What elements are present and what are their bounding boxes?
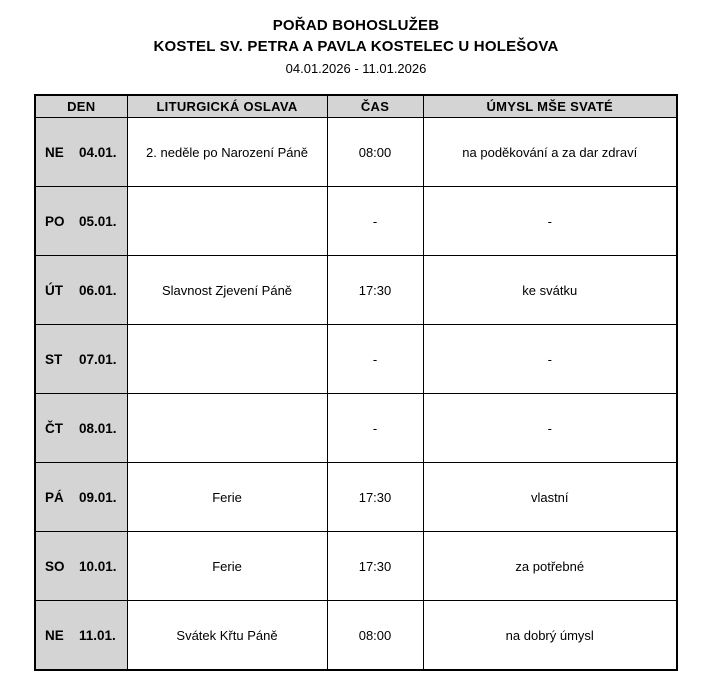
column-header-day: DEN — [35, 95, 127, 118]
document-header — [0, 0, 712, 79]
table-row — [35, 601, 677, 671]
cell-intention: na poděkování a za dar zdraví — [423, 118, 677, 187]
table-head — [35, 95, 677, 118]
day-inner — [45, 628, 116, 643]
cell-day — [35, 463, 127, 532]
cell-intention: ke svátku — [423, 256, 677, 325]
day-abbr: PÁ — [45, 489, 64, 505]
table-row — [35, 463, 677, 532]
day-date: 09.01. — [79, 489, 117, 505]
cell-time: 08:00 — [327, 118, 423, 187]
day-date: 11.01. — [79, 627, 116, 643]
day-date: 05.01. — [79, 213, 117, 229]
cell-day — [35, 532, 127, 601]
column-header-celebration: LITURGICKÁ OSLAVA — [127, 95, 327, 118]
table-row — [35, 325, 677, 394]
cell-time: 17:30 — [327, 532, 423, 601]
schedule-table-wrapper — [34, 94, 678, 671]
cell-celebration — [127, 394, 327, 463]
cell-celebration: Slavnost Zjevení Páně — [127, 256, 327, 325]
cell-time: 08:00 — [327, 601, 423, 671]
cell-celebration: 2. neděle po Narození Páně — [127, 118, 327, 187]
column-header-time: ČAS — [327, 95, 423, 118]
cell-time: 17:30 — [327, 256, 423, 325]
header-subtitle: KOSTEL SV. PETRA A PAVLA KOSTELEC U HOLEŠOVA — [153, 38, 559, 55]
day-inner — [45, 352, 117, 367]
column-header-intention: ÚMYSL MŠE SVATÉ — [423, 95, 677, 118]
schedule-table — [34, 94, 678, 671]
cell-celebration: Ferie — [127, 463, 327, 532]
cell-intention: na dobrý úmysl — [423, 601, 677, 671]
table-body — [35, 118, 677, 671]
day-inner — [45, 559, 117, 574]
cell-day — [35, 118, 127, 187]
cell-intention: - — [423, 394, 677, 463]
header-title: POŘAD BOHOSLUŽEB — [272, 17, 440, 34]
cell-day — [35, 256, 127, 325]
cell-celebration: Ferie — [127, 532, 327, 601]
day-date: 04.01. — [79, 144, 117, 160]
day-date: 07.01. — [79, 351, 117, 367]
day-inner — [45, 490, 117, 505]
table-row — [35, 532, 677, 601]
cell-celebration — [127, 325, 327, 394]
day-inner — [45, 214, 117, 229]
cell-time: - — [327, 394, 423, 463]
cell-time: 17:30 — [327, 463, 423, 532]
day-abbr: ST — [45, 351, 63, 367]
cell-day — [35, 601, 127, 671]
day-abbr: ÚT — [45, 282, 63, 298]
table-row — [35, 187, 677, 256]
cell-day — [35, 394, 127, 463]
day-inner — [45, 283, 117, 298]
day-abbr: NE — [45, 627, 64, 643]
day-date: 06.01. — [79, 282, 117, 298]
cell-celebration: Svátek Křtu Páně — [127, 601, 327, 671]
table-row — [35, 118, 677, 187]
table-row — [35, 256, 677, 325]
cell-intention: - — [423, 187, 677, 256]
day-abbr: SO — [45, 558, 65, 574]
cell-intention: za potřebné — [423, 532, 677, 601]
day-inner — [45, 145, 117, 160]
cell-intention: vlastní — [423, 463, 677, 532]
table-header-row — [35, 95, 677, 118]
header-date-range: 04.01.2026 - 11.01.2026 — [285, 61, 427, 76]
day-inner — [45, 421, 117, 436]
day-date: 10.01. — [79, 558, 117, 574]
day-abbr: ČT — [45, 420, 63, 436]
cell-time: - — [327, 325, 423, 394]
day-abbr: NE — [45, 144, 64, 160]
cell-day — [35, 187, 127, 256]
cell-day — [35, 325, 127, 394]
day-abbr: PO — [45, 213, 65, 229]
day-date: 08.01. — [79, 420, 117, 436]
table-row — [35, 394, 677, 463]
cell-intention: - — [423, 325, 677, 394]
cell-celebration — [127, 187, 327, 256]
cell-time: - — [327, 187, 423, 256]
